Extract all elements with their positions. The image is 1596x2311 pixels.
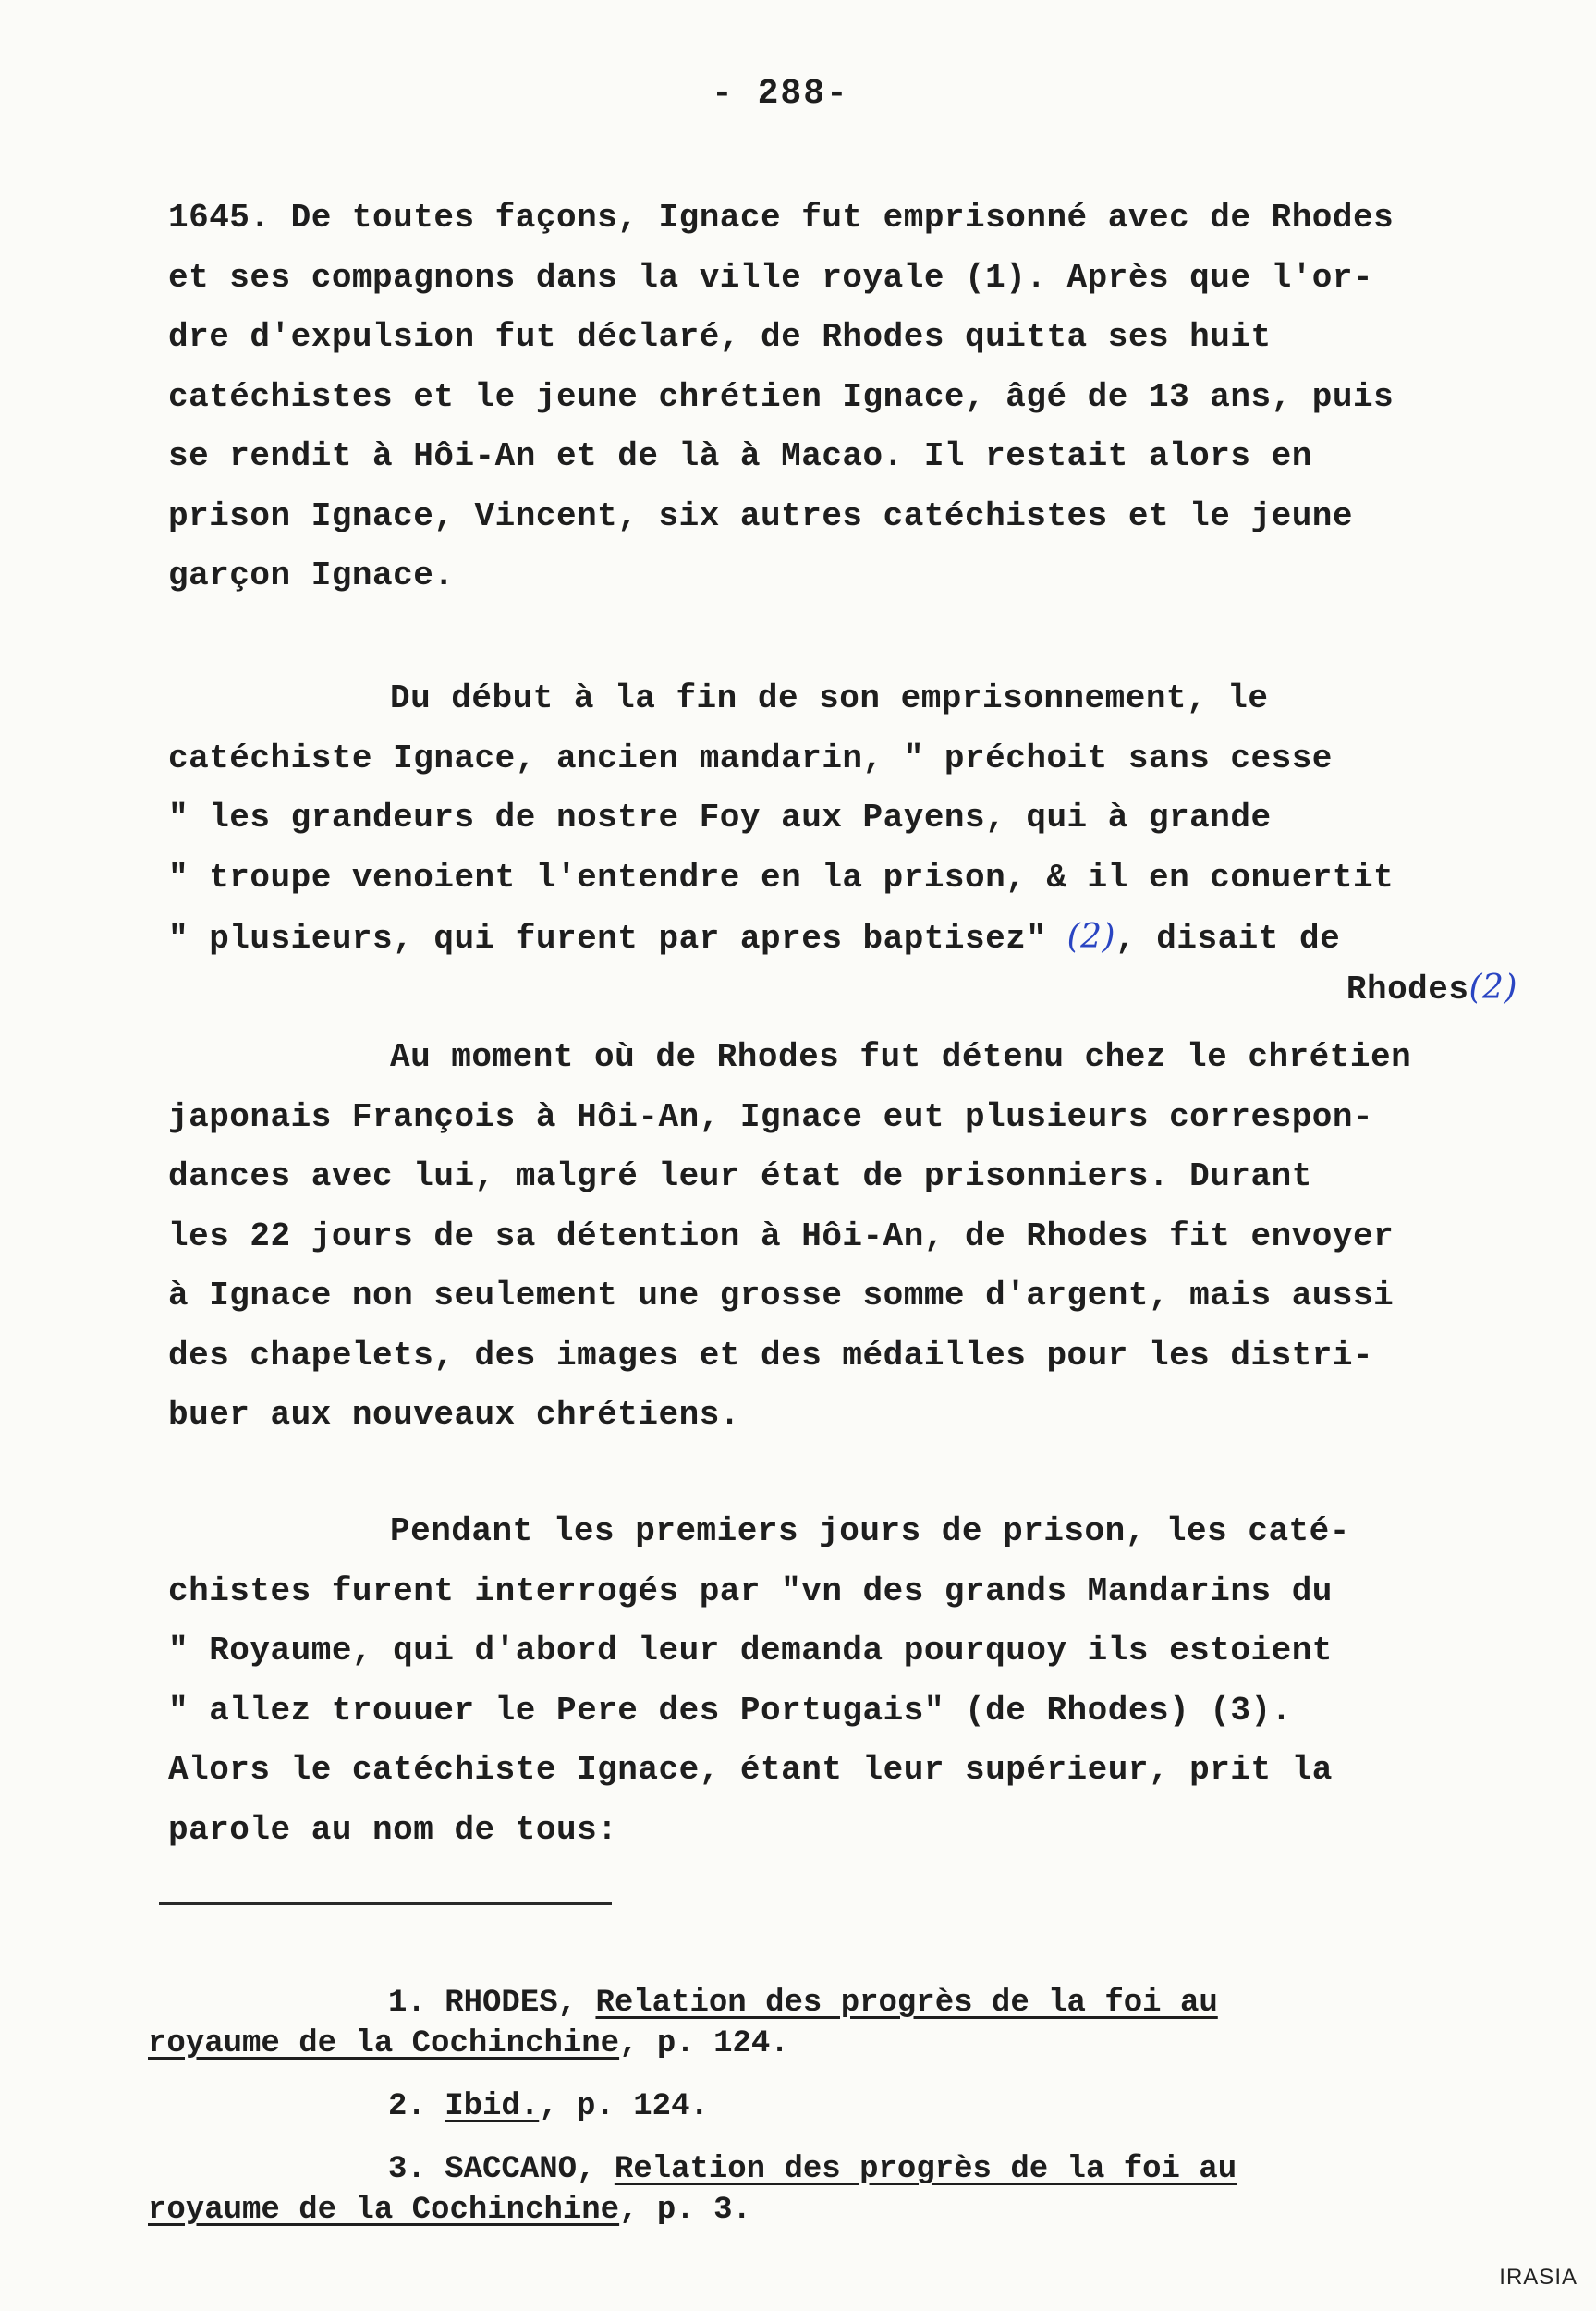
footnote-number: 2. <box>388 2089 426 2124</box>
watermark: IRASIA <box>1499 2265 1578 2290</box>
text-line: parole au nom de tous: <box>168 1810 618 1849</box>
paragraph-2 <box>168 669 1536 1009</box>
footnote-1 <box>148 1983 1479 2064</box>
text-line <box>168 908 1536 970</box>
text-line: et ses compagnons dans la ville royale (1). Après que l'or- <box>168 258 1374 297</box>
text-line: à Ignace non seulement une grosse somme d'argent, mais aussi <box>168 1277 1395 1314</box>
footnote-author: SACCANO, <box>445 2152 596 2187</box>
text-line: " Royaume, qui d'abord leur demanda pourquoy ils estoient <box>168 1632 1333 1669</box>
text-line: " troupe venoient l'entendre en la prison, & il en conuertit <box>168 858 1395 897</box>
text-line: Pendant les premiers jours de prison, les caté- <box>390 1512 1350 1550</box>
footnote-2 <box>185 2086 1479 2127</box>
quote-text: " plusieurs, qui furent par apres baptisez" <box>168 920 1047 958</box>
text-line: Du début à la fin de son emprisonnement, le <box>390 679 1269 717</box>
text-line: prison Ignace, Vincent, six autres catéchistes et le jeune <box>168 496 1354 535</box>
footnote-page: , p. 3. <box>619 2193 751 2228</box>
text-line: catéchistes et le jeune chrétien Ignace, âgé de 13 ans, puis <box>168 377 1395 416</box>
paragraph-4 <box>168 1502 1536 1860</box>
footnote-number: 3. <box>388 2152 426 2187</box>
text-line: dances avec lui, malgré leur état de prisonniers. Durant <box>168 1157 1312 1195</box>
text-line: chistes furent interrogés par "vn des grands Mandarins du <box>168 1571 1333 1610</box>
paragraph-1 <box>168 189 1536 606</box>
text-line: " les grandeurs de nostre Foy aux Payens, qui à grande <box>168 799 1272 837</box>
footnote-ref: Ibid. <box>445 2089 540 2124</box>
text-line: les 22 jours de sa détention à Hôi-An, de Rhodes fit envoyer <box>168 1217 1395 1255</box>
text-line: garçon Ignace. <box>168 556 455 594</box>
quote-attribution: , disait de <box>1115 920 1341 958</box>
footnote-title-cont: royaume de la Cochinchine <box>148 2193 620 2228</box>
text-line: japonais François à Hôi-An, Ignace eut plusieurs correspon- <box>168 1097 1374 1136</box>
text-line: buer aux nouveaux chrétiens. <box>168 1396 740 1434</box>
footnote-title-cont: royaume de la Cochinchine <box>148 2026 620 2061</box>
page-number: - 288- <box>712 74 849 114</box>
paragraph-3 <box>168 1028 1536 1446</box>
footnote-title: Relation des progrès de la foi au <box>595 1986 1218 2021</box>
handwritten-note: (2) <box>1066 918 1116 956</box>
text-line: 1645. De toutes façons, Ignace fut emprisonné avec de Rhodes <box>168 199 1395 237</box>
text-line: se rendit à Hôi-An et de là à Macao. Il restait alors en <box>168 437 1312 475</box>
footnote-3 <box>148 2149 1479 2231</box>
text-line: Au moment où de Rhodes fut détenu chez le chrétien <box>390 1038 1412 1076</box>
attribution-name: Rhodes <box>1346 970 1469 1009</box>
text-line: dre d'expulsion fut déclaré, de Rhodes quitta ses huit <box>168 318 1272 356</box>
text-line <box>168 970 1536 1009</box>
footnote-author: RHODES, <box>445 1986 578 2021</box>
footnote-title: Relation des progrès de la foi au <box>614 2152 1237 2187</box>
footnote-page: , p. 124. <box>539 2089 709 2124</box>
footnote-page: , p. 124. <box>619 2026 789 2061</box>
footnote-number: 1. <box>388 1986 426 2021</box>
footnote-divider <box>159 1902 612 1905</box>
text-line: " allez trouuer le Pere des Portugais" (de Rhodes) (3). <box>168 1691 1292 1730</box>
text-line: catéchiste Ignace, ancien mandarin, " préchoit sans cesse <box>168 739 1333 777</box>
text-line: Alors le catéchiste Ignace, étant leur supérieur, prit la <box>168 1751 1333 1789</box>
text-line: des chapelets, des images et des médailles pour les distri- <box>168 1336 1374 1375</box>
footnotes <box>148 1983 1479 2247</box>
handwritten-note: (2) <box>1468 968 1517 1007</box>
